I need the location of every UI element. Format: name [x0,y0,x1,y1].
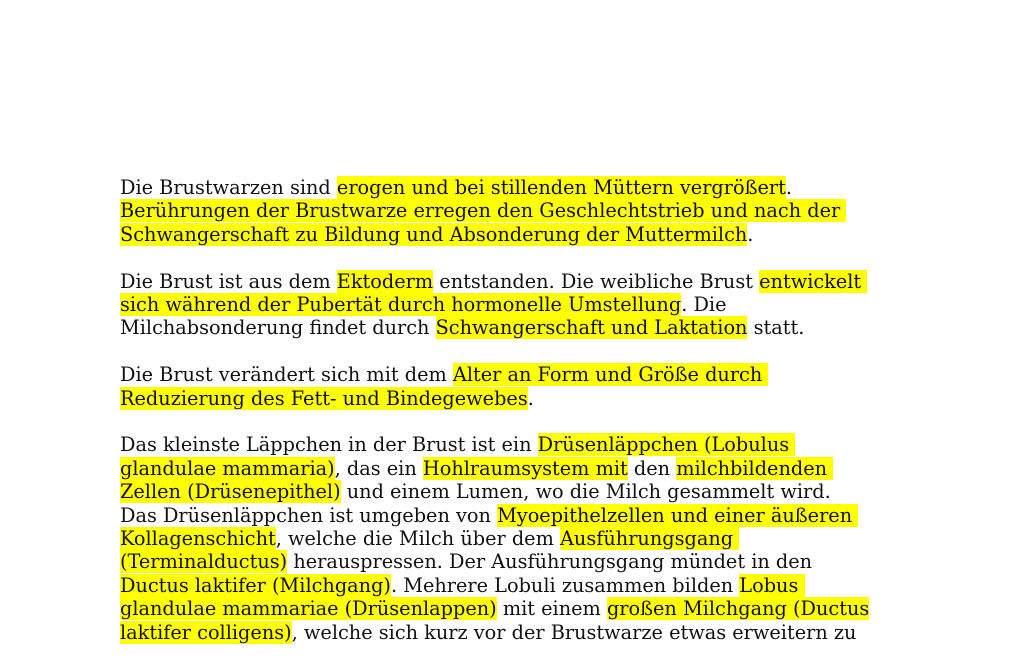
highlighted-text: Hohlraumsystem mit [422,456,628,480]
text-line [120,293,910,316]
text-line [120,574,910,597]
text-segment: . Mehrere Lobuli zusammen bilden [390,573,740,597]
text-segment: Die Brust ist aus dem [120,269,337,293]
highlighted-text: glandulae mammaria) [120,456,335,480]
text-line [120,480,910,503]
highlighted-text: Zellen (Drüsenepithel) [120,480,341,504]
highlighted-text: laktifer colligens) [120,620,292,644]
highlighted-text: Ausführungsgang [560,527,740,551]
paragraph [120,176,910,246]
paragraph [120,363,910,410]
text-segment: Milchabsonderung findet durch [120,316,436,340]
highlighted-text: entwickelt [759,269,868,293]
text-line [120,457,910,480]
highlighted-text: milchbildenden [676,456,834,480]
highlighted-text: Ektoderm [336,269,434,293]
text-segment: . [527,386,534,410]
document-body [120,176,910,667]
highlighted-text: sich während der Pubertät durch hormonelle Umstellung [120,293,682,317]
text-segment: und einem Lumen, wo die Milch gesammelt wird. [340,480,831,504]
text-line [120,387,910,410]
text-segment: entstanden. Die weibliche Brust [433,269,760,293]
paragraph [120,433,910,644]
highlighted-text: Lobus [739,573,805,597]
text-line [120,223,910,246]
text-line [120,176,910,199]
text-line [120,363,910,386]
highlighted-text: Schwangerschaft und Laktation [435,316,748,340]
text-segment: Das Drüsenläppchen ist umgeben von [120,503,498,527]
text-line [120,504,910,527]
text-line [120,527,910,550]
text-segment: , welche die Milch über dem [275,527,560,551]
text-line [120,199,910,222]
text-line [120,597,910,620]
highlighted-text: Kollagenschicht [120,527,276,551]
text-line [120,433,910,456]
highlighted-text: Reduzierung des Fett- und Bindegewebes [120,386,528,410]
highlighted-text: Alter an Form und Größe durch [452,363,769,387]
highlighted-text: Myoepithelzellen und einer äußeren [497,503,859,527]
highlighted-text: Ductus laktifer (Milchgang) [120,573,391,597]
text-segment: herauspressen. Der Ausführungsgang mündet in den [287,550,813,574]
text-segment: . [747,222,754,246]
text-segment: mit einem [496,597,607,621]
text-line [120,550,910,573]
highlighted-text: (Terminalductus) [120,550,288,574]
text-segment: . Die [681,293,727,317]
highlighted-text: Schwangerschaft zu Bildung und Absonderung der Muttermilch [120,222,748,246]
text-segment: Das kleinste Läppchen in der Brust ist ein [120,433,538,457]
text-segment: , welche sich kurz vor der Brustwarze etwas erweitern zu [291,620,857,644]
paragraph [120,270,910,340]
text-segment: den [627,456,677,480]
text-segment: Die Brust verändert sich mit dem [120,363,453,387]
highlighted-text: Drüsenläppchen (Lobulus [537,433,796,457]
highlighted-text: großen Milchgang (Ductus [606,597,870,621]
highlighted-text: glandulae mammariae (Drüsenlappen) [120,597,497,621]
text-line [120,621,910,644]
highlighted-text: erogen und bei stillenden Müttern vergrößert [336,176,786,199]
text-segment: . [785,176,792,199]
text-segment: statt. [747,316,805,340]
text-line [120,316,910,339]
text-segment: , das ein [334,456,423,480]
text-line [120,270,910,293]
highlighted-text: Berührungen der Brustwarze erregen den Geschlechtstrieb und nach der [120,199,847,223]
text-segment: Die Brustwarzen sind [120,176,337,199]
